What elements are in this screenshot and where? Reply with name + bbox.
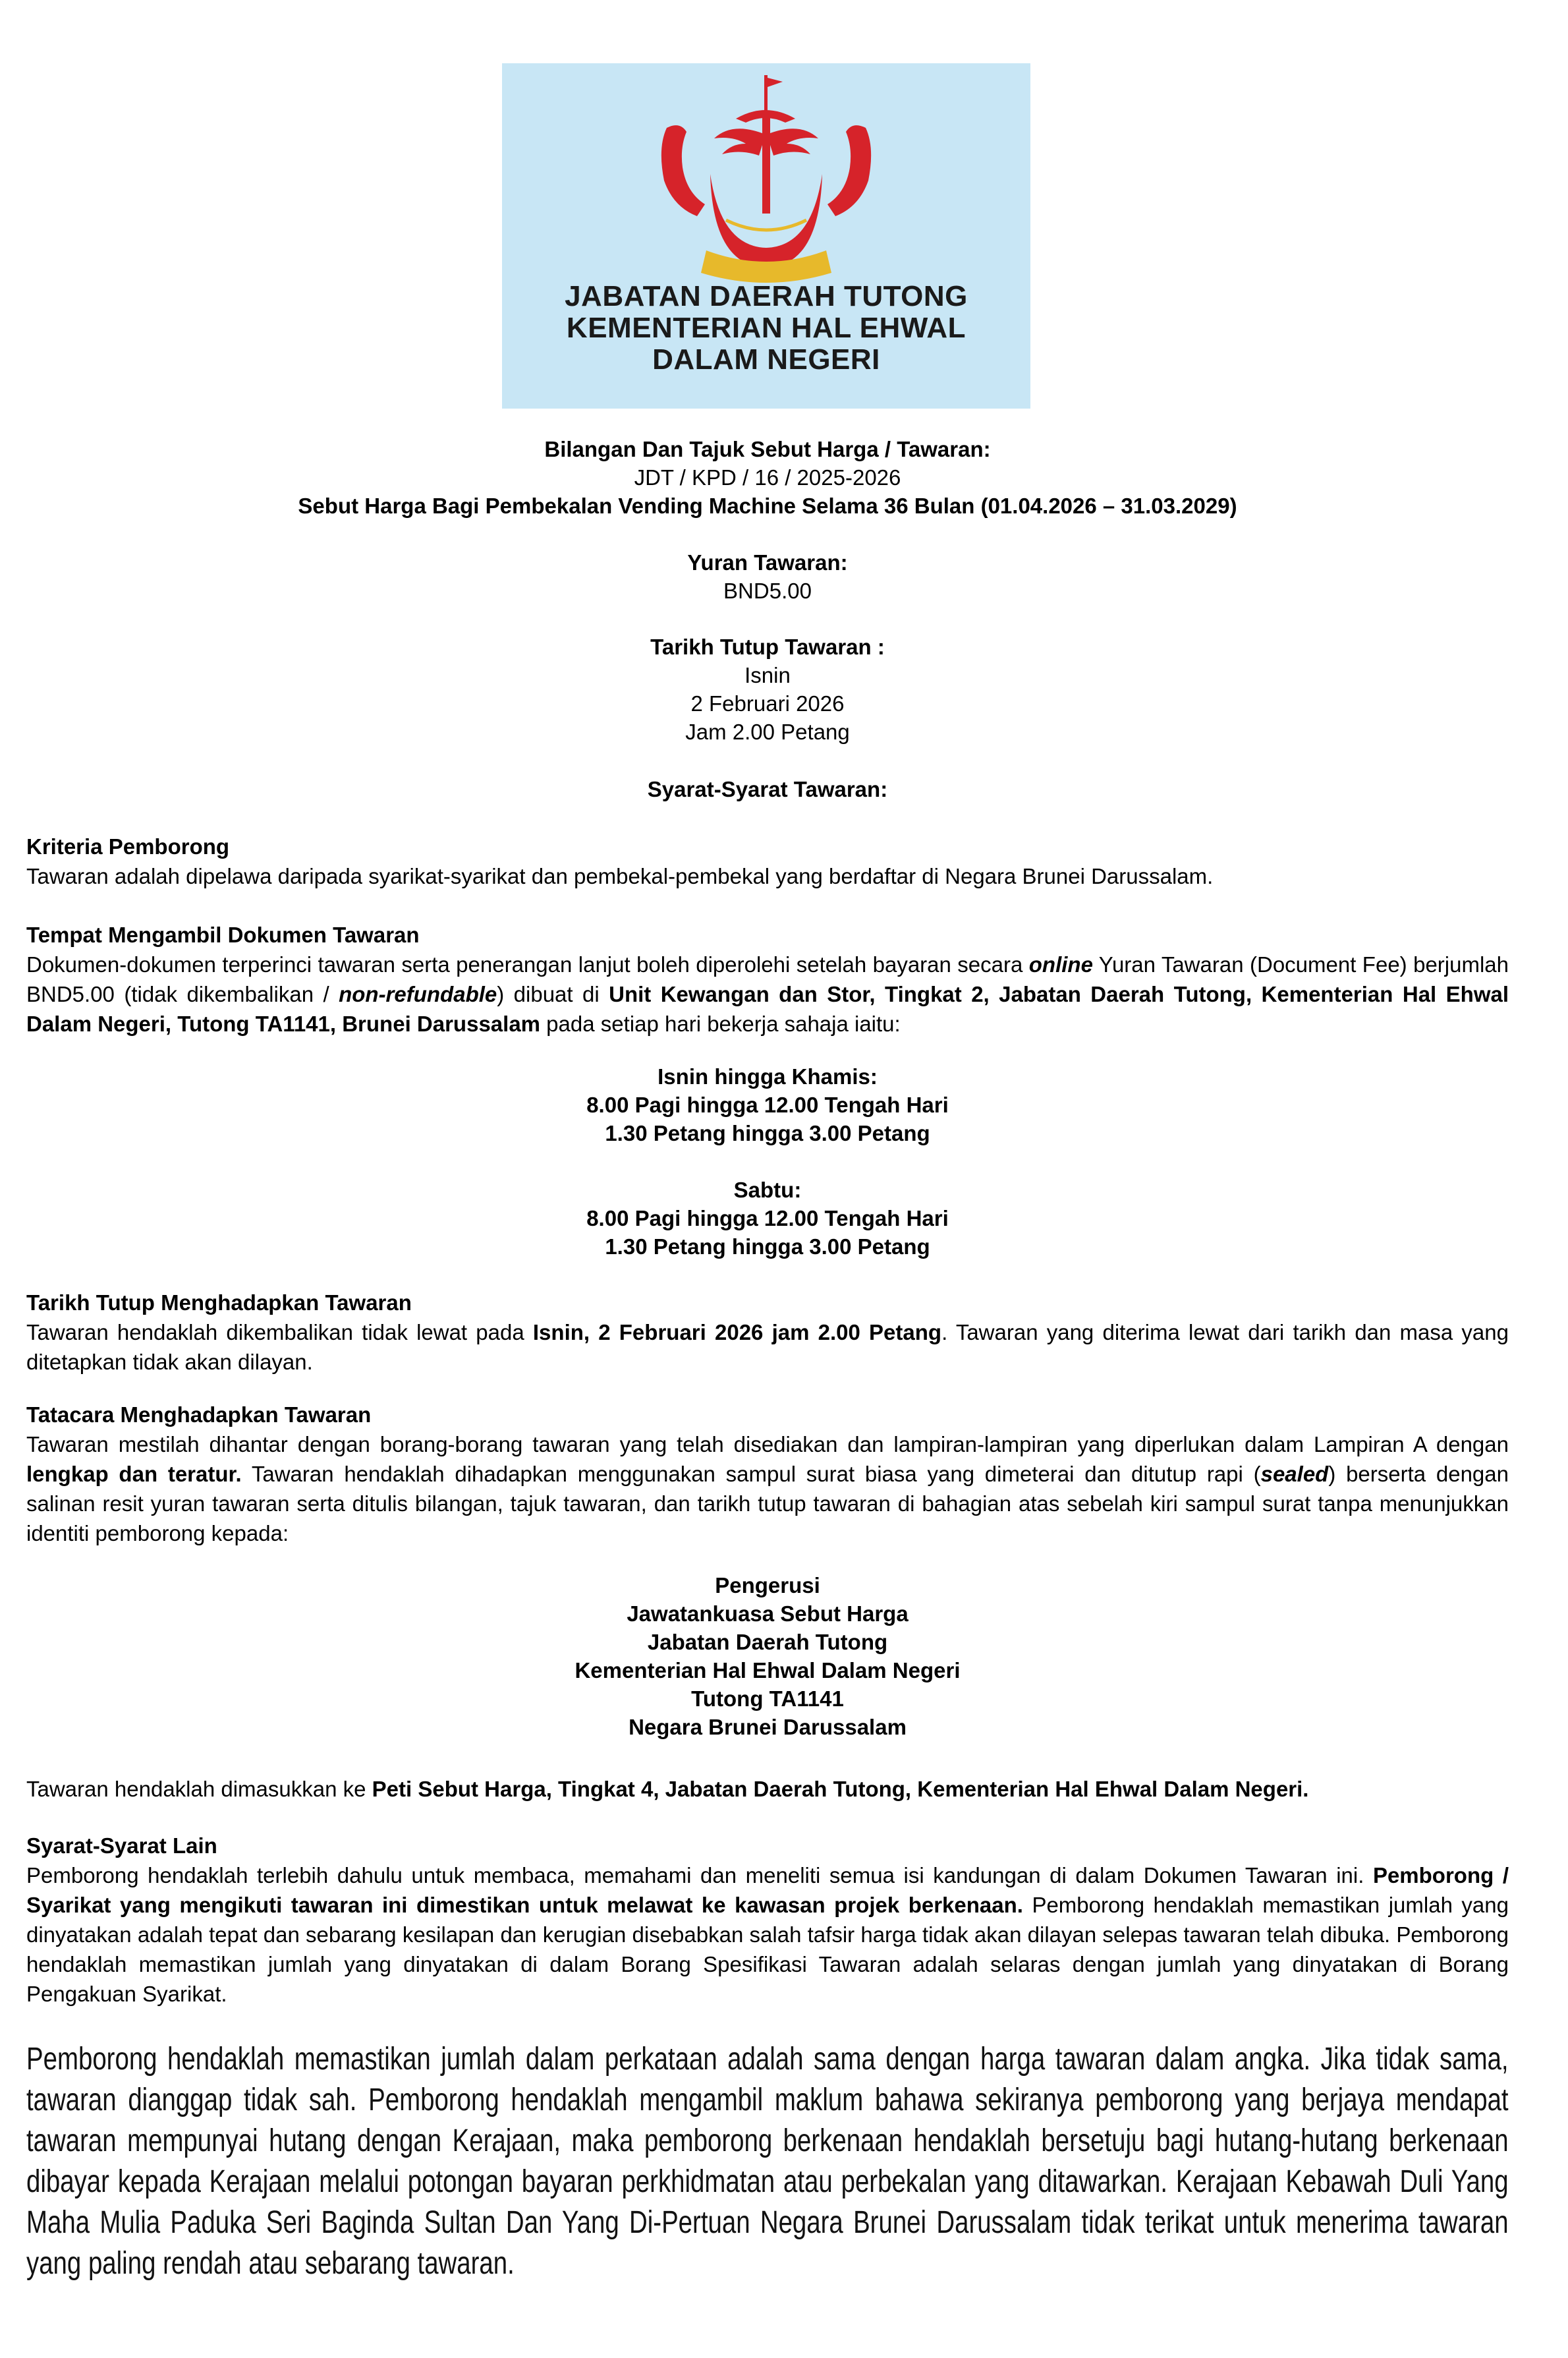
criteria-section <box>26 832 1509 891</box>
address-line-3: Jabatan Daerah Tutong <box>647 1630 888 1654</box>
deadline-heading: Tarikh Tutup Menghadapkan Tawaran <box>26 1290 412 1315</box>
address-line-1: Pengerusi <box>715 1573 820 1597</box>
tender-subject: Sebut Harga Bagi Pembekalan Vending Machine Selama 36 Bulan (01.04.2026 – 31.03.2029) <box>298 494 1237 518</box>
national-crest-icon <box>654 75 879 286</box>
saturday-hours <box>26 1176 1509 1261</box>
conditions-heading: Syarat-Syarat Tawaran: <box>647 777 888 801</box>
other-conditions-section <box>26 1831 1509 2009</box>
weekday-hours <box>26 1062 1509 1147</box>
other-conditions-heading: Syarat-Syarat Lain <box>26 1833 217 1858</box>
collection-section <box>26 920 1509 1039</box>
agency-line-2: KEMENTERIAN HAL EHWAL <box>566 312 966 344</box>
submission-box-text: Tawaran hendaklah dimasukkan ke Peti Sebut Harga, Tingkat 4, Jabatan Daerah Tutong, Kementerian Hal Ehwal Dalam Negeri. <box>26 1777 1309 1801</box>
procedure-text: Tawaran mestilah dihantar dengan borang-borang tawaran yang telah disediakan dan lampiran-lampiran yang diperlukan dalam Lampiran A dengan lengkap dan teratur. Tawaran hendaklah dihadapkan menggunakan sampul surat biasa yang dimeterai dan ditutup rapi (sealed) berserta dengan salinan resit yuran tawaran serta ditulis bilangan, tajuk tawaran, dan tarikh tutup tawaran di bahagian atas sebelah kiri sampul surat tanpa menunjukkan identiti pemborong kepada: <box>26 1432 1509 1545</box>
title-section <box>26 435 1509 520</box>
fee-value: BND5.00 <box>723 579 812 603</box>
criteria-text: Tawaran adalah dipelawa daripada syarikat-syarikat dan pembekal-pembekal yang berdaftar di Negara Brunei Darussalam. <box>26 864 1214 888</box>
other-conditions-text: Pemborong hendaklah terlebih dahulu untuk membaca, memahami dan meneliti semua isi kandungan di dalam Dokumen Tawaran ini. Pemborong / Syarikat yang mengikuti tawaran ini dimestikan untuk melawat ke kawasan projek berkenaan. Pemborong hendaklah memastikan jumlah yang dinyatakan adalah tepat dan sebarang kesilapan dan kerugian disebabkan salah tafsir harga tidak akan dilayan selepas tawaran telah dibuka. Pemborong hendaklah memastikan jumlah yang dinyatakan di dalam Borang Spesifikasi Tawaran adalah selaras dengan jumlah yang dinyatakan di Borang Pengakuan Syarikat. <box>26 1863 1509 2006</box>
weekday-slot-2: 1.30 Petang hingga 3.00 Petang <box>605 1121 930 1145</box>
deadline-text: Tawaran hendaklah dikembalikan tidak lewat pada Isnin, 2 Februari 2026 jam 2.00 Petang. Tawaran yang diterima lewat dari tarikh dan masa yang ditetapkan tidak akan dilayan. <box>26 1320 1509 1374</box>
agency-line-1: JABATAN DAERAH TUTONG <box>565 280 968 312</box>
saturday-label: Sabtu: <box>733 1178 802 1202</box>
deadline-section <box>26 1288 1509 1377</box>
address-line-5: Tutong TA1141 <box>691 1686 844 1711</box>
agency-line-3: DALAM NEGERI <box>652 343 880 376</box>
closing-date: 2 Februari 2026 <box>690 691 845 716</box>
final-note-text: Pemborong hendaklah memastikan jumlah dalam perkataan adalah sama dengan harga tawaran dalam angka. Jika tidak sama, tawaran dianggap tidak sah. Pemborong hendaklah mengambil maklum bahawa sekiranya pemborong yang berjaya mendapat tawaran mempunyai hutang dengan Kerajaan, maka pemborong berkenaan hendaklah bersetuju bagi hutang-hutang berkenaan dibayar kepada Kerajaan melalui potongan bayaran perkhidmatan atau perbekalan yang ditawarkan. Kerajaan Kebawah Duli Yang Maha Mulia Paduka Seri Baginda Sultan Dan Yang Di-Pertuan Negara Brunei Darussalam tidak terikat untuk menerima tawaran yang paling rendah atau sebarang tawaran. <box>26 2042 1509 2281</box>
address-line-4: Kementerian Hal Ehwal Dalam Negeri <box>574 1658 961 1682</box>
fee-section <box>26 548 1509 605</box>
closing-time: Jam 2.00 Petang <box>685 720 850 744</box>
closing-day: Isnin <box>744 663 791 687</box>
address-line-2: Jawatankuasa Sebut Harga <box>627 1601 909 1626</box>
closing-section <box>26 633 1509 746</box>
agency-banner <box>502 63 1030 409</box>
collection-text: Dokumen-dokumen terperinci tawaran serta penerangan lanjut boleh diperolehi setelah bayaran secara online Yuran Tawaran (Document Fee) berjumlah BND5.00 (tidak dikembalikan / non-refundable) dibuat di Unit Kewangan dan Stor, Tingkat 2, Jabatan Daerah Tutong, Kementerian Hal Ehwal Dalam Negeri, Tutong TA1141, Brunei Darussalam pada setiap hari bekerja sahaja iaitu: <box>26 952 1509 1036</box>
saturday-slot-1: 8.00 Pagi hingga 12.00 Tengah Hari <box>586 1206 949 1230</box>
saturday-slot-2: 1.30 Petang hingga 3.00 Petang <box>605 1234 930 1259</box>
procedure-heading: Tatacara Menghadapkan Tawaran <box>26 1402 372 1427</box>
weekday-slot-1: 8.00 Pagi hingga 12.00 Tengah Hari <box>586 1093 949 1117</box>
weekday-label: Isnin hingga Khamis: <box>658 1064 878 1089</box>
collection-heading: Tempat Mengambil Dokumen Tawaran <box>26 923 420 947</box>
fee-label: Yuran Tawaran: <box>687 550 848 575</box>
reference-number: JDT / KPD / 16 / 2025-2026 <box>634 465 901 490</box>
address-block <box>26 1571 1509 1741</box>
procedure-section <box>26 1400 1509 1548</box>
closing-label: Tarikh Tutup Tawaran : <box>650 635 885 659</box>
title-label: Bilangan Dan Tajuk Sebut Harga / Tawaran: <box>544 437 991 461</box>
address-line-6: Negara Brunei Darussalam <box>629 1715 907 1739</box>
final-note <box>26 2039 1509 2284</box>
criteria-heading: Kriteria Pemborong <box>26 834 230 859</box>
